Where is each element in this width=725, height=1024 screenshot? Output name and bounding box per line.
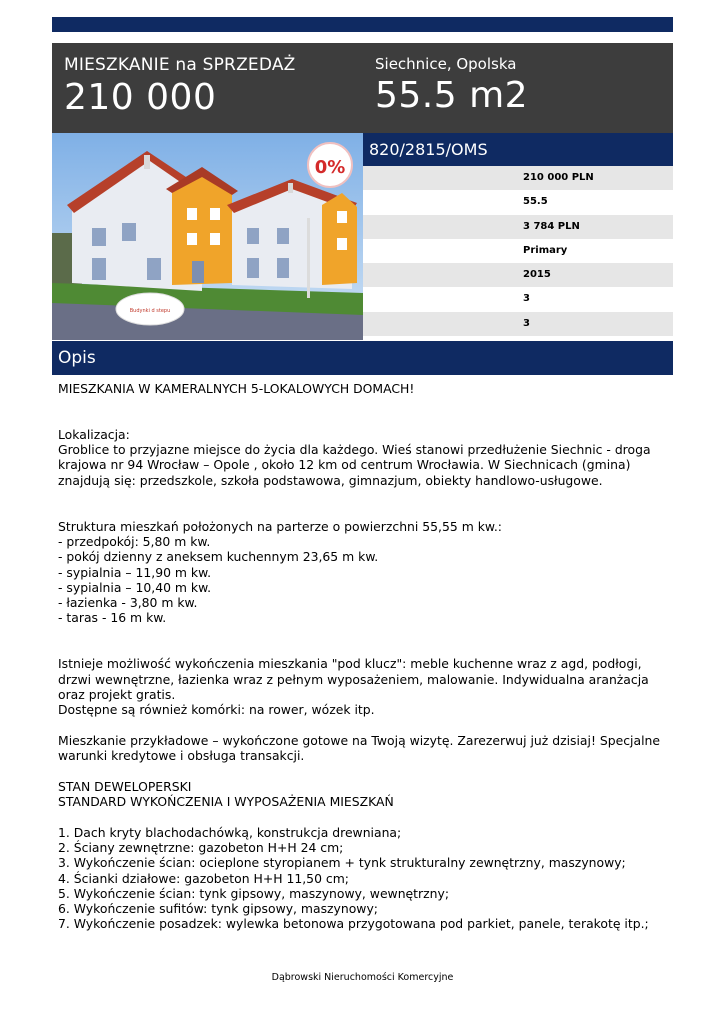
param-price: 210 000 PLN: [363, 166, 673, 190]
param-price-per-m2: 3 784 PLN: [363, 215, 673, 239]
header-left: [64, 55, 296, 118]
price: 210 000: [64, 77, 217, 118]
top-accent-bar: [52, 17, 673, 32]
reference-number: 820/2815/OMS: [363, 133, 673, 166]
listing-header: [52, 43, 673, 133]
location: Siechnice, Opolska: [375, 55, 517, 73]
param-market: Primary: [363, 239, 673, 263]
offer-type: MIESZKANIE na SPRZEDAŻ: [64, 55, 296, 75]
param-rooms: 3: [363, 287, 673, 311]
param-area: 55.5: [363, 190, 673, 214]
param-floor: 3: [363, 312, 673, 336]
param-year: 2015: [363, 263, 673, 287]
area: 55.5 m2: [375, 75, 529, 116]
description-heading: Opis: [52, 341, 673, 375]
description-text: MIESZKANIA W KAMERALNYCH 5-LOKALOWYCH DOMACH! Lokalizacja: Groblice to przyjazne miejsce do życia dla każdego. Wieś stanowi przedłużenie Siechnic - droga krajowa nr 94 Wrocław – Opole , około 12 km od centrum Wrocławia. W Siechnicach (gmina) znajdują się: przedszkole, szkoła podstawowa, gimnazjum, obiekty handlowo-usługowe. Struktura mieszkań położonych na parterze o powierzchni 55,55 m kw.: - przedpokój: 5,80 m kw. - pokój dzienny z aneksem kuchennym 23,65 m kw. - sypialnia – 11,90 m kw. - sypialnia – 10,40 m kw. - łazienka - 3,80 m kw. - taras - 16 m kw. Istnieje możliwość wykończenia mieszkania "pod klucz": meble kuchenne wraz z agd, podłogi, drzwi wewnętrzne, łazienka wraz z pełnym wyposażeniem, malowanie. Indywidualna aranżacja oraz projekt gratis. Dostępne są również komórki: na rower, wózek itp. Mieszkanie przykładowe – wykończone gotowe na Twoją wizytę. Zarezerwuj już dzisiaj! Specjalne warunki kredytowe i obsługa transakcji. STAN DEWELOPERSKI STANDARD WYKOŃCZENIA I WYPOSAŻENIA MIESZKAŃ 1. Dach kryty blachodachówką, konstrukcja drewniana; 2. Ściany zewnętrzne: gazobeton H+H 24 cm; 3. Wykończenie ścian: ocieplone styropianem + tynk strukturalny zewnętrzny, maszynowy; 4. Ścianki działowe: gazobeton H+H 11,50 cm; 5. Wykończenie ścian: tynk gipsowy, maszynowy, wewnętrzny; 6. Wykończenie sufitów: tynk gipsowy, maszynowy; 7. Wykończenie posadzek: wylewka betonowa przygotowana pod parkiet, panele, terakotę itp.;: [58, 381, 660, 932]
header-right: [375, 55, 528, 116]
footer-company: Dąbrowski Nieruchomości Komercyjne: [271, 972, 454, 983]
promo-badge: 0%: [314, 157, 346, 178]
photo-bubble-text: Budynki d stepu: [129, 308, 171, 314]
params-table: [363, 166, 673, 336]
property-photo: [52, 133, 363, 340]
